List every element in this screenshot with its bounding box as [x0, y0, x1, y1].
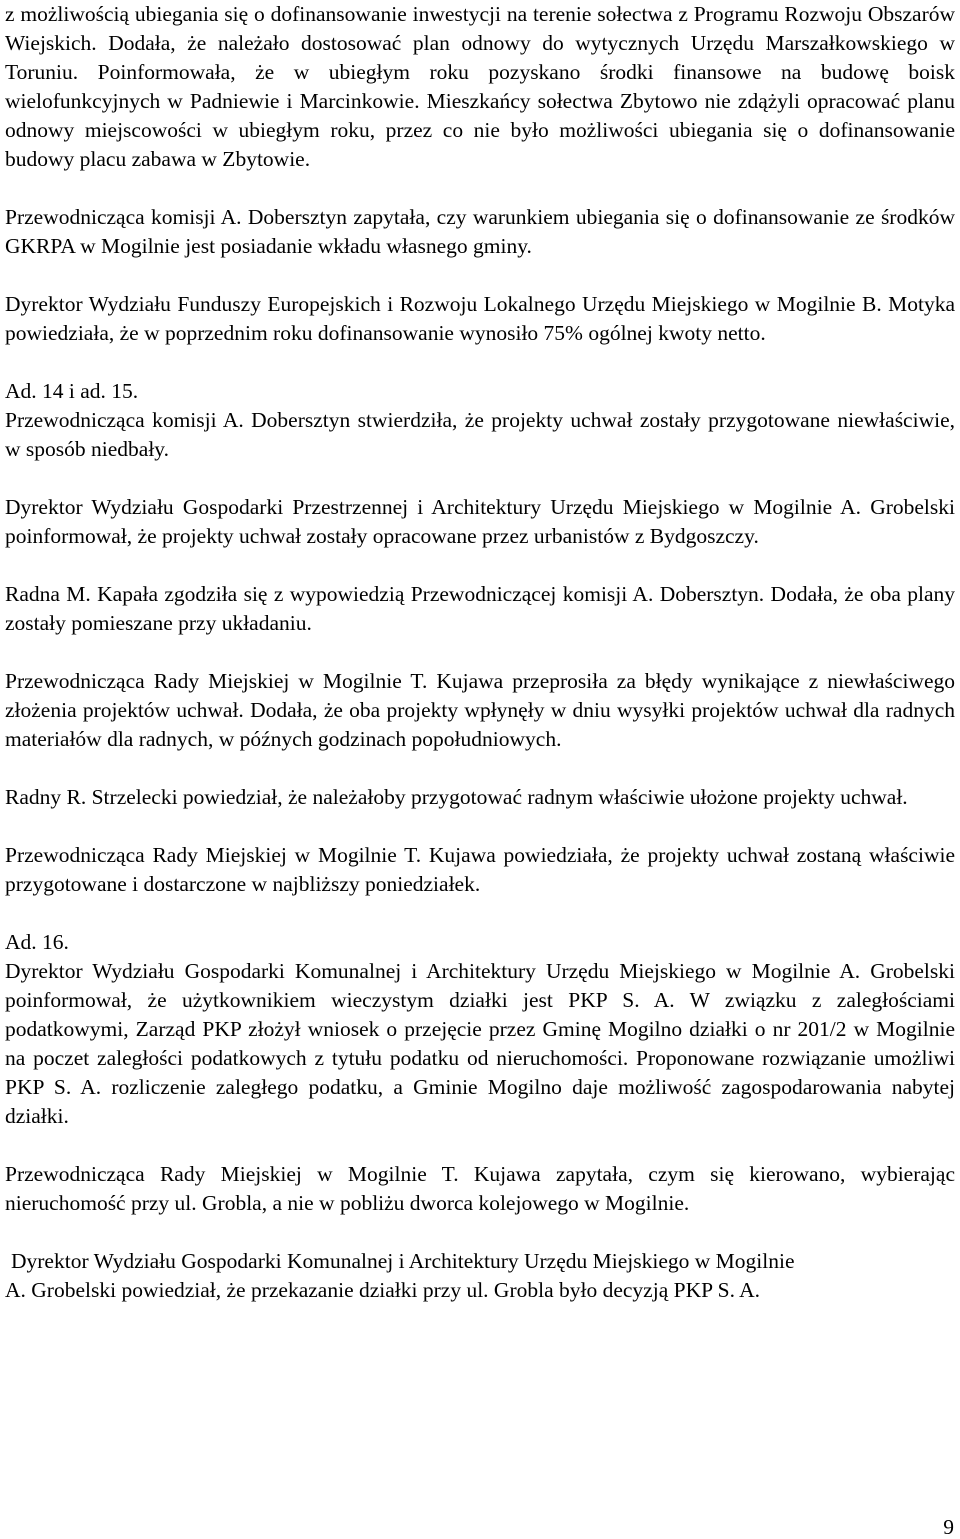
paragraph-grobelski-info: Dyrektor Wydziału Gospodarki Przestrzennej i Architektury Urzędu Miejskiego w Mogilnie A. Grobelski poinformował, że projekty uchwał zostały opracowane przez urbanistów z Bydgoszczy. — [5, 495, 955, 548]
paragraph-grobelski-decision: A. Grobelski powiedział, że przekazanie działki przy ul. Grobla było decyzją PKP S. A. — [5, 1278, 761, 1302]
paragraph-grobelski-speaker: Dyrektor Wydziału Gospodarki Komunalnej i Architektury Urzędu Miejskiego w Mogilnie — [11, 1249, 795, 1273]
paragraph-kujawa-apology: Przewodnicząca Rady Miejskiej w Mogilnie T. Kujawa przeprosiła za błędy wynikające z niewłaściwego złożenia projektów uchwał. Dodała, że oba projekty wpłynęły w dniu wysyłki projektów uchwał dla radnych materiałów dla radnych, w późnych godzinach popołudniowych. — [5, 669, 955, 751]
paragraph-gap — [5, 348, 955, 377]
paragraph-gap — [5, 812, 955, 841]
paragraph-gap — [5, 638, 955, 667]
agenda-item-heading: Ad. 16. — [5, 930, 69, 954]
agenda-item-heading: Ad. 14 i ad. 15. — [5, 379, 139, 403]
paragraph-kapala: Radna M. Kapała zgodziła się z wypowiedzią Przewodniczącej komisji A. Dobersztyn. Dodała, że oba plany zostały pomieszane przy układaniu. — [5, 582, 955, 635]
paragraph-grobelski-pkp: Dyrektor Wydziału Gospodarki Komunalnej i Architektury Urzędu Miejskiego w Mogilnie A. Grobelski poinformował, że użytkownikiem wieczystym działki jest PKP S. A. W związku z zaległościami podatkowymi, Zarząd PKP złożył wniosek o przejęcie przez Gminę Mogilno działki o nr 201/2 w Mogilnie na poczet zaległości podatkowych z tytułu podatku od nieruchomości. Proponowane rozwiązanie umożliwi PKP S. A. rozliczenie zaległego podatku, a Gminie Mogilno daje możliwość zagospodarowania nabytej działki. — [5, 959, 955, 1128]
paragraph-dobersztyn-statement: Przewodnicząca komisji A. Dobersztyn stwierdziła, że projekty uchwał zostały przygotowane niewłaściwie, w sposób niedbały. — [5, 408, 955, 461]
paragraph-strzelecki: Radny R. Strzelecki powiedział, że należałoby przygotować radnym właściwie ułożone projekty uchwał. — [5, 785, 908, 809]
paragraph-kujawa-question: Przewodnicząca Rady Miejskiej w Mogilnie T. Kujawa zapytała, czym się kierowano, wybierając nieruchomość przy ul. Grobla, a nie w pobliżu dworca kolejowego w Mogilnie. — [5, 1162, 955, 1215]
paragraph-gap — [5, 464, 955, 493]
paragraph-gap — [5, 174, 955, 203]
document-page — [5, 0, 955, 1305]
paragraph-gap — [5, 754, 955, 783]
paragraph-kujawa-promise: Przewodnicząca Rady Miejskiej w Mogilnie T. Kujawa powiedziała, że projekty uchwał zostaną właściwie przygotowane i dostarczone w najbliższy poniedziałek. — [5, 843, 955, 896]
page-number: 9 — [943, 1515, 954, 1539]
paragraph-gap — [5, 1131, 955, 1160]
paragraph-motyka-answer: Dyrektor Wydziału Funduszy Europejskich i Rozwoju Lokalnego Urzędu Miejskiego w Mogilnie B. Motyka powiedziała, że w poprzednim roku dofinansowanie wynosiło 75% ogólnej kwoty netto. — [5, 292, 955, 345]
paragraph-gap — [5, 551, 955, 580]
paragraph-gap — [5, 1218, 955, 1247]
paragraph-gap — [5, 261, 955, 290]
paragraph-dobersztyn-question: Przewodnicząca komisji A. Dobersztyn zapytała, czy warunkiem ubiegania się o dofinansowanie ze środków GKRPA w Mogilnie jest posiadanie wkładu własnego gminy. — [5, 205, 955, 258]
paragraph-gap — [5, 899, 955, 928]
paragraph-prow-continuation: z możliwością ubiegania się o dofinansowanie inwestycji na terenie sołectwa z Programu Rozwoju Obszarów Wiejskich. Dodała, że należało dostosować plan odnowy do wytycznych Urzędu Marszałkowskiego w Toruniu. Poinformowała, że w ubiegłym roku pozyskano środki finansowe na budowę boisk wielofunkcyjnych w Padniewie i Marcinkowie. Mieszkańcy sołectwa Zbytowo nie zdążyli opracować planu odnowy miejscowości w ubiegłym roku, przez co nie było możliwości ubiegania się o dofinansowanie budowy placu zabawa w Zbytowie. — [5, 2, 955, 171]
